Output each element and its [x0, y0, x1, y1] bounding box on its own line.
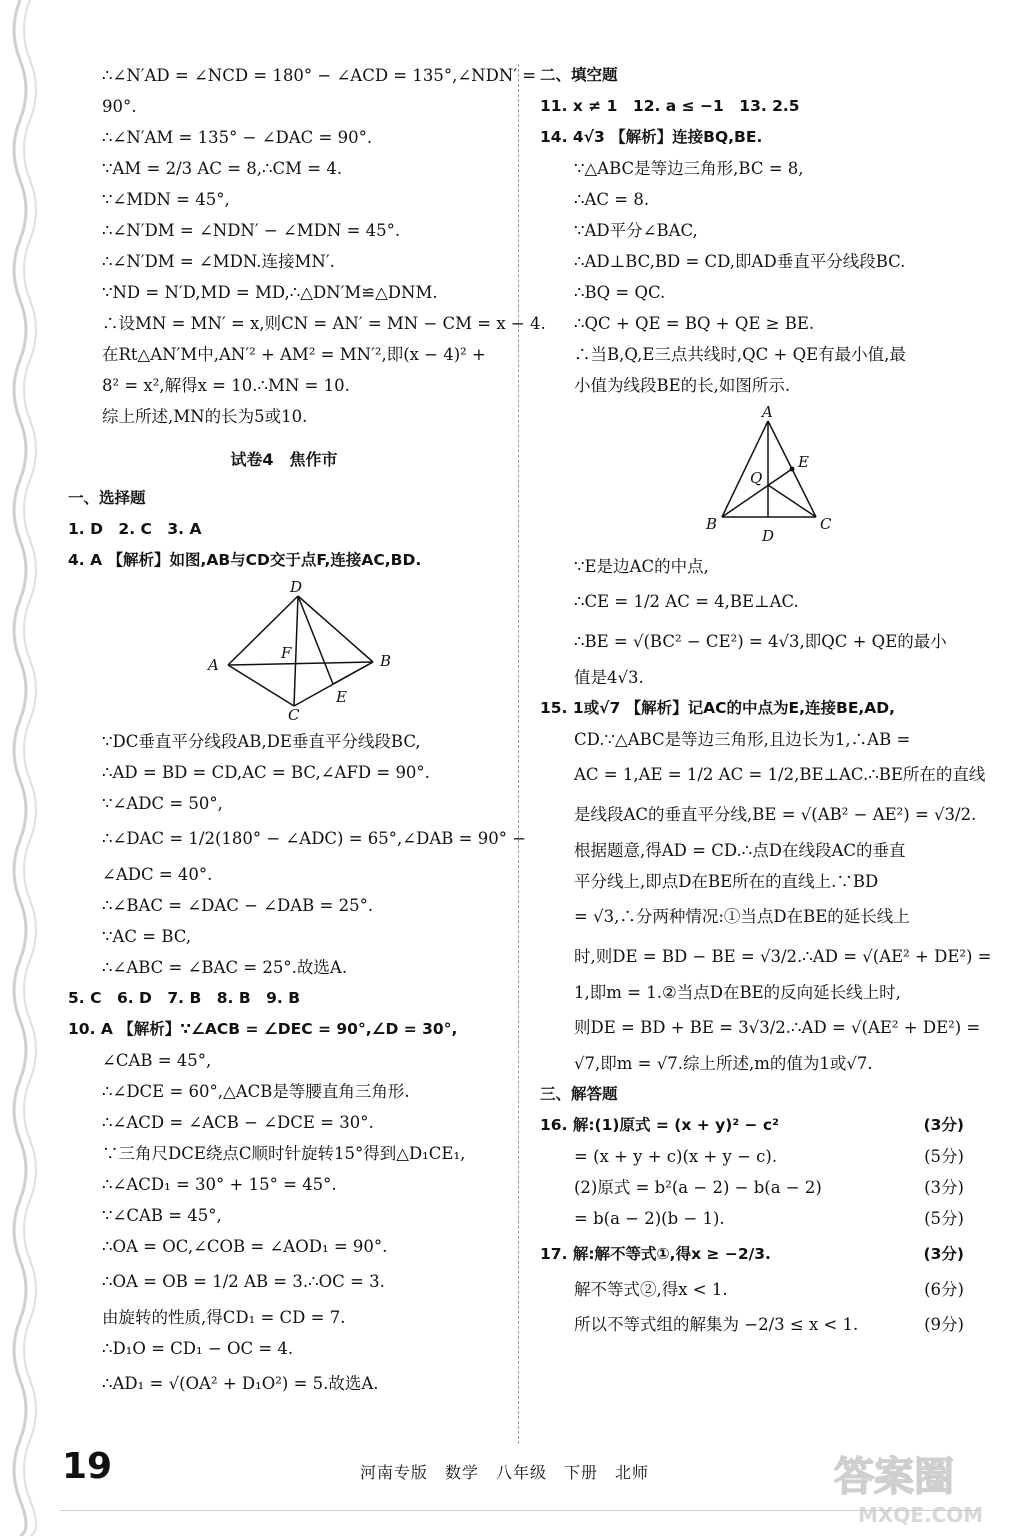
line-text: 17. 解:解不等式①,得x ≥ −2/3. [540, 1245, 771, 1263]
right-line: 三、解答题 [540, 1085, 618, 1103]
right-line: 11. x ≠ 1 12. a ≤ −1 13. 2.5 [540, 97, 800, 115]
fig1-label-e: E [336, 688, 347, 706]
left-line: 4. A 【解析】如图,AB与CD交于点F,连接AC,BD. [68, 551, 422, 569]
fig1-label-b: B [380, 652, 392, 670]
fig2-label-a: A [762, 403, 773, 421]
score-mark: (3分) [923, 1116, 964, 1134]
left-line: ∴∠ACD₁ = 30° + 15° = 45°. [102, 1175, 337, 1194]
bottom-rule [60, 1510, 980, 1511]
score-mark: (3分) [924, 1178, 964, 1197]
fig1-label-c: C [288, 706, 300, 724]
left-line: 10. A 【解析】∵∠ACB = ∠DEC = 90°,∠D = 30°, [68, 1020, 458, 1038]
footer-text: 河南专版 数学 八年级 下册 北师 [360, 1463, 650, 1482]
right-column [540, 60, 992, 1345]
right-line: ∴当B,Q,E三点共线时,QC + QE有最小值,最 [574, 345, 906, 364]
left-line: 在Rt△AN′M中,AN′² + AM² = MN′²,即(x − 4)² + [102, 345, 486, 364]
line-text: 16. 解:(1)原式 = (x + y)² − c² [540, 1116, 779, 1134]
left-line: ∵∠ADC = 50°, [102, 794, 223, 813]
right-line: ∴BQ = QC. [574, 283, 666, 302]
right-line: = √3,∴分两种情况:①当点D在BE的延长线上 [574, 907, 910, 926]
fig1-label-a: A [208, 656, 219, 674]
left-line: ∵DC垂直平分线段AB,DE垂直平分线段BC, [102, 732, 421, 751]
left-line: ∵三角尺DCE绕点C顺时针旋转15°得到△D₁CE₁, [102, 1144, 466, 1163]
page-number: 19 [62, 1446, 113, 1487]
left-line: ∴AD₁ = √(OA² + D₁O²) = 5.故选A. [102, 1374, 379, 1393]
left-line: 一、选择题 [68, 489, 146, 507]
left-line: ∴D₁O = CD₁ − OC = 4. [102, 1339, 294, 1358]
fig1-label-f: F [281, 644, 292, 662]
left-line: ∴∠DAC = 1/2(180° − ∠ADC) = 65°,∠DAB = 90° − [102, 829, 527, 848]
line-text: = b(a − 2)(b − 1). [574, 1209, 725, 1228]
right-line: ∵E是边AC的中点, [574, 557, 709, 576]
page-border-decoration [0, 0, 44, 1536]
right-line: ∵AD平分∠BAC, [574, 221, 698, 240]
right-line: 1,即m = 1.②当点D在BE的反向延长线上时, [574, 983, 901, 1002]
right-line: 小值为线段BE的长,如图所示. [574, 376, 791, 395]
line-text: = (x + y + c)(x + y − c). [574, 1147, 778, 1166]
right-line: ∴BE = √(BC² − CE²) = 4√3,即QC + QE的最小 [574, 632, 947, 651]
watermark-text: 答案圈 [834, 1454, 954, 1500]
left-line: ∵∠CAB = 45°, [102, 1206, 222, 1225]
right-line: 15. 1或√7 【解析】记AC的中点为E,连接BE,AD, [540, 699, 896, 717]
right-line: 值是4√3. [574, 668, 644, 687]
left-line: ∴∠N′AM = 135° − ∠DAC = 90°. [102, 128, 373, 147]
left-line: 8² = x²,解得x = 10.∴MN = 10. [102, 376, 350, 395]
fig2-label-b: B [706, 515, 718, 533]
right-line: ∵△ABC是等边三角形,BC = 8, [574, 159, 804, 178]
line-text: 解不等式②,得x < 1. [574, 1280, 728, 1299]
watermark-url: MXQE.COM [858, 1503, 984, 1527]
fig2-label-q: Q [750, 469, 763, 487]
left-line: ∴AD = BD = CD,AC = BC,∠AFD = 90°. [102, 763, 430, 782]
right-line: ∴AD⊥BC,BD = CD,即AD垂直平分线段BC. [574, 252, 906, 271]
left-line: ∴设MN = MN′ = x,则CN = AN′ = MN − CM = x − 4. [102, 314, 546, 333]
left-line: ∵AM = 2/3 AC = 8,∴CM = 4. [102, 159, 343, 178]
right-line: 是线段AC的垂直平分线,BE = √(AB² − AE²) = √3/2. [574, 805, 977, 824]
column-divider [518, 64, 519, 1444]
left-column [68, 60, 546, 1404]
right-line: ∴CE = 1/2 AC = 4,BE⊥AC. [574, 592, 799, 611]
right-line: CD.∵△ABC是等边三角形,且边长为1,∴AB = [574, 730, 911, 749]
left-line: 1. D 2. C 3. A [68, 520, 202, 538]
score-mark: (3分) [923, 1245, 964, 1263]
right-line: ∴QC + QE = BQ + QE ≥ BE. [574, 314, 815, 333]
left-line: ∠CAB = 45°, [102, 1051, 212, 1070]
line-text: 所以不等式组的解集为 −2/3 ≤ x < 1. [574, 1315, 859, 1334]
score-mark: (6分) [924, 1280, 964, 1299]
score-mark: (5分) [924, 1147, 964, 1166]
left-line: ∵ND = N′D,MD = MD,∴△DN′M≌△DNM. [102, 283, 438, 302]
right-line [540, 1305, 972, 1345]
right-line: 根据题意,得AD = CD.∴点D在线段AC的垂直 [574, 841, 906, 860]
left-line: ∴∠ABC = ∠BAC = 25°.故选A. [102, 958, 348, 977]
right-line: 则DE = BD + BE = 3√3/2.∴AD = √(AE² + DE²) = [574, 1018, 981, 1037]
right-line: ∴AC = 8. [574, 190, 650, 209]
left-line: 综上所述,MN的长为5或10. [102, 407, 308, 426]
right-line [540, 1172, 972, 1203]
fig1-label-d: D [290, 578, 303, 596]
score-mark: (9分) [924, 1315, 964, 1334]
right-line: 14. 4√3 【解析】连接BQ,BE. [540, 128, 763, 146]
left-line: ∴∠DCE = 60°,△ACB是等腰直角三角形. [102, 1082, 410, 1101]
left-line: 试卷4 焦作市 [230, 450, 338, 469]
left-line: ∴OA = OC,∠COB = ∠AOD₁ = 90°. [102, 1237, 388, 1256]
left-line: ∵AC = BC, [102, 927, 192, 946]
left-line: ∴∠N′DM = ∠NDN′ − ∠MDN = 45°. [102, 221, 401, 240]
right-line: AC = 1,AE = 1/2 AC = 1/2,BE⊥AC.∴BE所在的直线 [574, 765, 986, 784]
line-text: (2)原式 = b²(a − 2) − b(a − 2) [574, 1178, 822, 1197]
left-line: 90°. [102, 97, 137, 116]
right-line: 平分线上,即点D在BE所在的直线上.∵BD [574, 872, 879, 891]
right-line: 时,则DE = BD − BE = √3/2.∴AD = √(AE² + DE²) = [574, 947, 992, 966]
right-line [540, 1234, 972, 1274]
figure-equilateral-triangle [540, 405, 970, 545]
fig2-label-c: C [820, 515, 832, 533]
left-line: 5. C 6. D 7. B 8. B 9. B [68, 989, 301, 1007]
watermark-logo [828, 1440, 1006, 1530]
left-line: ∠ADC = 40°. [102, 865, 213, 884]
right-line [540, 1110, 972, 1141]
score-mark: (5分) [924, 1209, 964, 1228]
right-line: √7,即m = √7.综上所述,m的值为1或√7. [574, 1054, 873, 1073]
fig2-label-d: D [762, 527, 775, 545]
left-line: ∴∠N′AD = ∠NCD = 180° − ∠ACD = 135°,∠NDN′ = [102, 66, 537, 85]
figure-quadrilateral [68, 578, 498, 724]
left-line: ∵∠MDN = 45°, [102, 190, 230, 209]
right-line [540, 1203, 972, 1234]
right-line [540, 1141, 972, 1172]
left-line: ∴∠ACD = ∠ACB − ∠DCE = 30°. [102, 1113, 374, 1132]
right-line: 二、填空题 [540, 66, 618, 84]
left-line: ∴OA = OB = 1/2 AB = 3.∴OC = 3. [102, 1272, 385, 1291]
left-line: ∴∠N′DM = ∠MDN.连接MN′. [102, 252, 335, 271]
left-line: 由旋转的性质,得CD₁ = CD = 7. [102, 1308, 346, 1327]
fig2-label-e: E [798, 453, 809, 471]
right-line [540, 1274, 972, 1305]
left-line: ∴∠BAC = ∠DAC − ∠DAB = 25°. [102, 896, 374, 915]
